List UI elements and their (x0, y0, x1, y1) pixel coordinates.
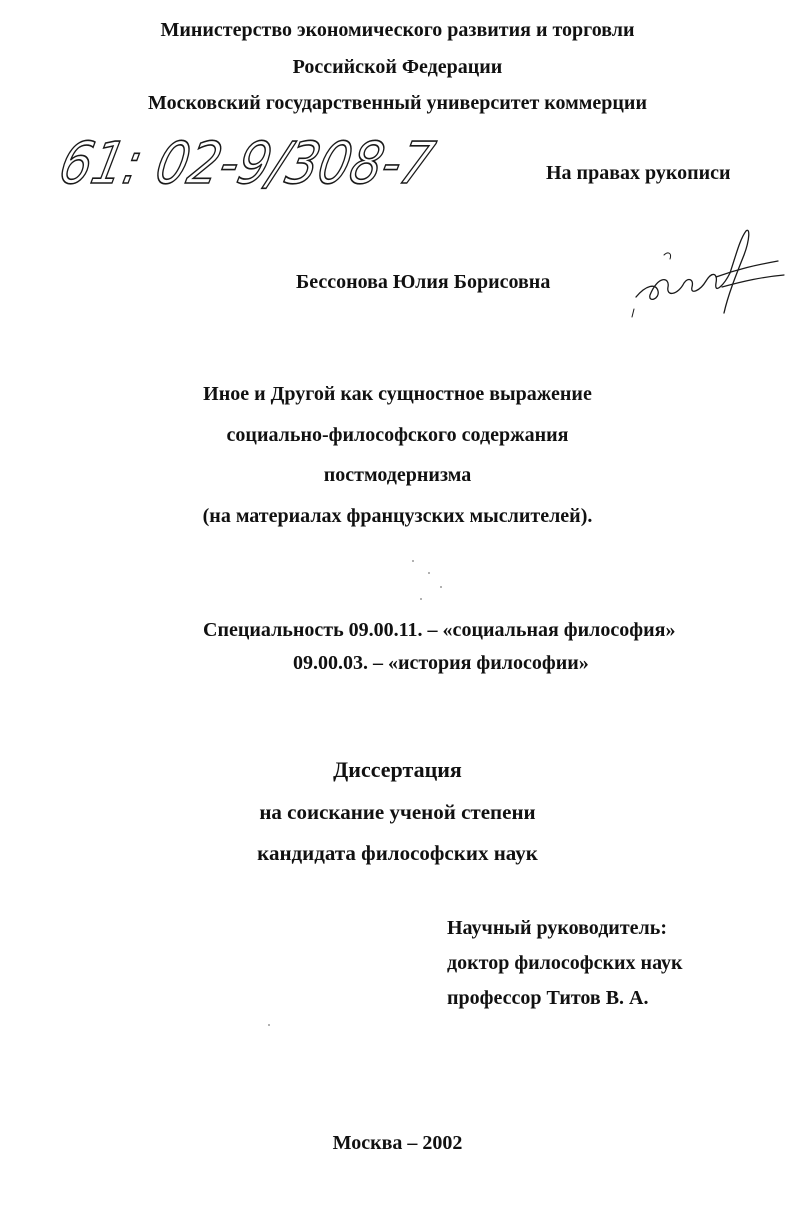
title-line-3: постмодернизма (323, 464, 472, 486)
signature-icon (628, 225, 788, 320)
university-name: Московский государственный университет коммерции (148, 92, 647, 114)
archive-number-text: 61: 02-9/308-7 (53, 129, 441, 197)
author-name: Бессонова Юлия Борисовна (296, 271, 551, 293)
dissertation-heading: Диссертация (333, 757, 462, 782)
dissertation-line-3: кандидата философских наук (257, 841, 538, 865)
dissertation-line-2: на соискание ученой степени (259, 800, 536, 824)
scan-speck (428, 572, 430, 574)
supervisor-degree: доктор философских наук (447, 952, 683, 974)
scan-speck (412, 560, 414, 562)
handwritten-archive-number (53, 129, 441, 210)
scan-speck (420, 598, 422, 600)
title-line-1: Иное и Другой как сущностное выражение (203, 383, 592, 405)
title-line-4: (на материалах французских мыслителей). (202, 505, 593, 527)
supervisor-name: профессор Титов В. А. (447, 987, 649, 1009)
scan-speck (268, 1024, 270, 1026)
title-line-2: социально-философского содержания (226, 424, 569, 446)
ministry-line-1: Министерство экономического развития и торговли (160, 19, 635, 41)
manuscript-note: На правах рукописи (546, 162, 731, 184)
author-signature (628, 225, 788, 320)
place-year: Москва – 2002 (332, 1132, 463, 1154)
ministry-line-2: Российской Федерации (292, 56, 503, 78)
supervisor-label: Научный руководитель: (447, 917, 667, 939)
scan-speck (440, 586, 442, 588)
specialty-line-1: Специальность 09.00.11. – «социальная философия» (203, 619, 676, 641)
specialty-line-2: 09.00.03. – «история философии» (293, 652, 589, 674)
archive-number-handwriting-icon (53, 129, 441, 210)
